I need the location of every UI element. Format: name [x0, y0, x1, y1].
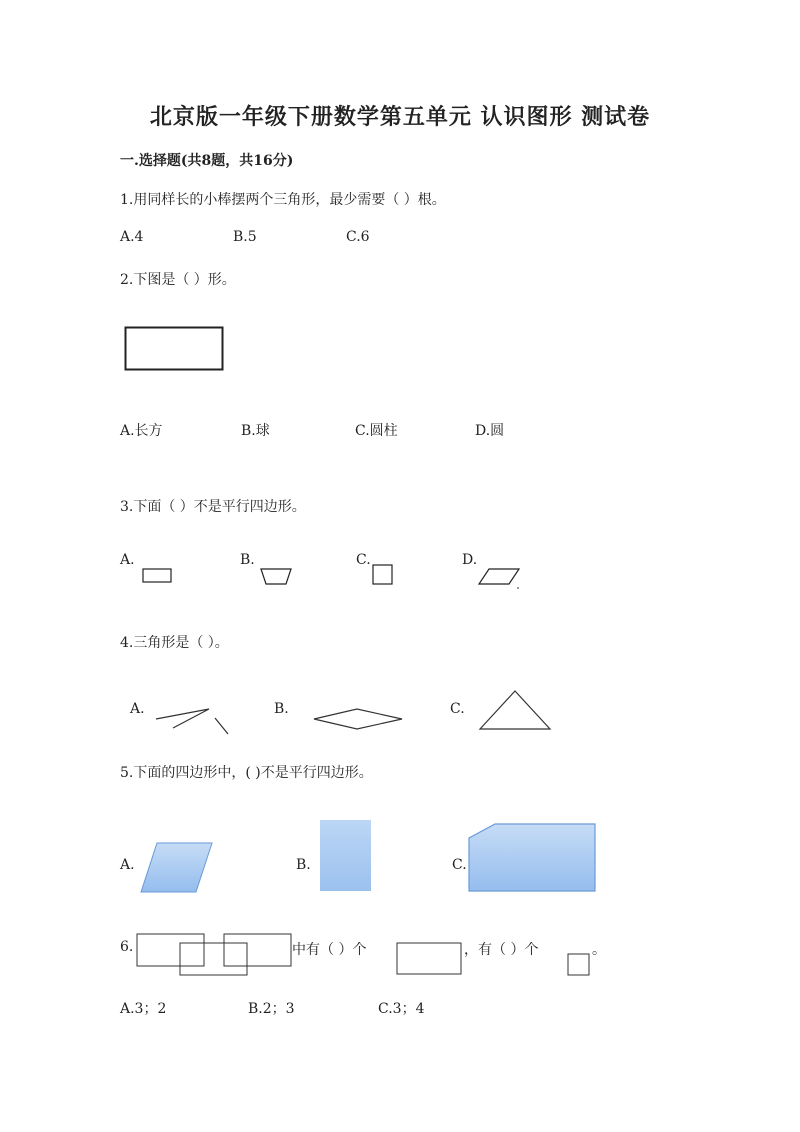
q6-square-shape — [567, 953, 591, 977]
q4-triangle-shape — [479, 689, 553, 731]
q3-square-shape — [372, 564, 394, 586]
section-heading: 一.选择题(共8题，共16分) — [120, 153, 294, 169]
q3-option-d[interactable]: D. — [462, 552, 478, 568]
q2-rectangle-figure — [124, 326, 226, 374]
q6-option-c[interactable]: C.3；4 — [378, 1001, 425, 1017]
q4-option-b[interactable]: B. — [274, 701, 289, 717]
q3-option-c[interactable]: C. — [356, 552, 371, 568]
question-6-text-part2: ，有（ ）个 — [464, 942, 539, 958]
q5-option-a[interactable]: A. — [120, 857, 135, 873]
q1-option-a[interactable]: A.4 — [120, 229, 144, 245]
q3-trapezoid-shape — [260, 568, 292, 586]
q4-option-c[interactable]: C. — [450, 701, 465, 717]
page-title: 北京版一年级下册数学第五单元 认识图形 测试卷 — [149, 104, 651, 130]
q3-parallelogram-shape — [478, 568, 522, 592]
q6-overlapping-rectangles-figure — [136, 932, 294, 978]
q2-option-b[interactable]: B.球 — [241, 423, 270, 439]
q4-open-shape — [155, 706, 231, 736]
q6-rectangle-shape — [396, 942, 464, 976]
question-2-text: 2.下图是（ ）形。 — [120, 272, 236, 288]
q2-option-d[interactable]: D.圆 — [475, 423, 505, 439]
question-6-text-part1: 中有（ ）个 — [292, 942, 367, 958]
question-6-prefix: 6. — [120, 939, 134, 955]
question-5-text: 5.下面的四边形中，( )不是平行四边形。 — [120, 765, 373, 781]
q5-option-c[interactable]: C. — [452, 857, 467, 873]
q4-rhombus-shape — [313, 708, 405, 730]
q4-option-a[interactable]: A. — [130, 701, 145, 717]
q6-option-b[interactable]: B.2；3 — [248, 1001, 295, 1017]
q1-option-b[interactable]: B.5 — [233, 229, 257, 245]
q5-rectangle-shape — [319, 819, 373, 893]
q3-option-b[interactable]: B. — [240, 552, 255, 568]
q3-option-a[interactable]: A. — [120, 552, 135, 568]
question-1-text: 1.用同样长的小棒摆两个三角形，最少需要（ ）根。 — [120, 192, 446, 208]
question-4-text: 4.三角形是（ ）。 — [120, 635, 229, 651]
q3-rectangle-shape — [142, 568, 172, 584]
q2-option-c[interactable]: C.圆柱 — [355, 423, 398, 439]
q2-option-a[interactable]: A.长方 — [120, 423, 163, 439]
q5-option-b[interactable]: B. — [296, 857, 311, 873]
question-3-text: 3.下面（ ）不是平行四边形。 — [120, 499, 306, 515]
q6-option-a[interactable]: A.3；2 — [120, 1001, 167, 1017]
q5-parallelogram-shape — [140, 842, 214, 894]
q1-option-c[interactable]: C.6 — [346, 229, 370, 245]
question-6-text-end: 。 — [592, 942, 606, 958]
q5-cut-corner-shape — [467, 822, 599, 894]
